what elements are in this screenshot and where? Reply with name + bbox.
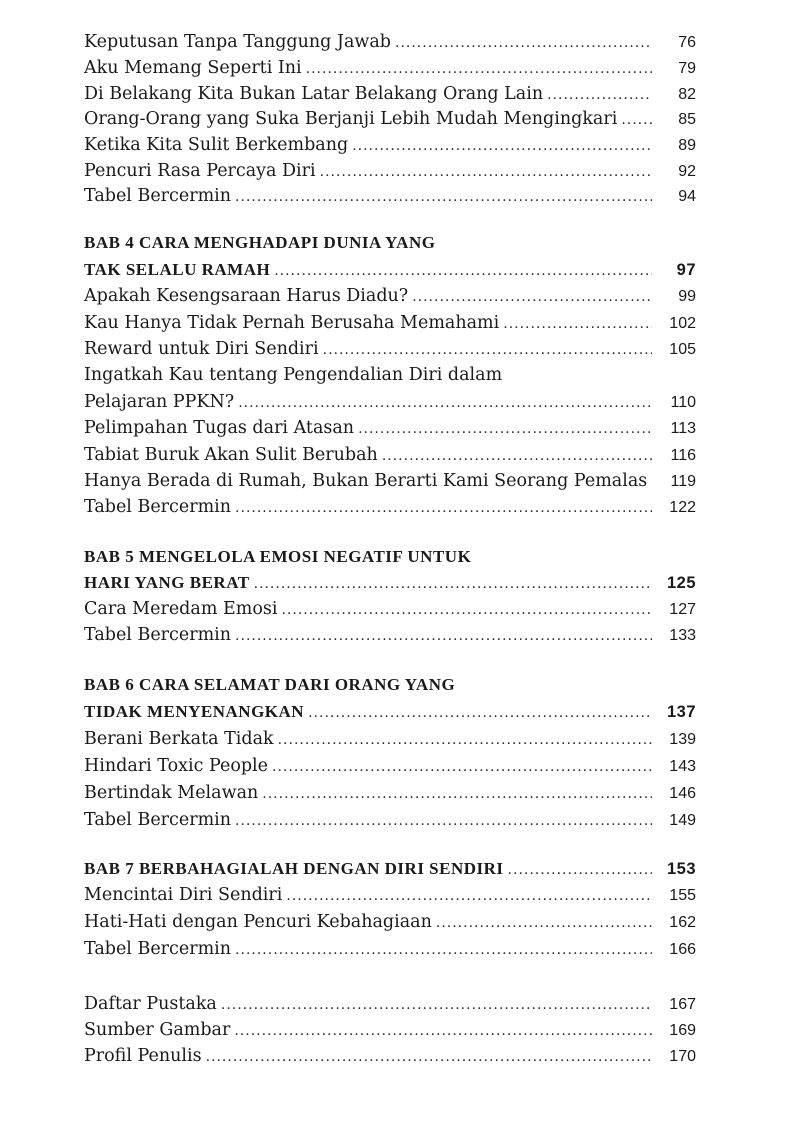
dot-leader (503, 311, 652, 337)
entry-title: Profil Penulis (84, 1046, 202, 1066)
entry-title: Ketika Kita Sulit Berkembang (84, 135, 349, 155)
entry-title: Mencintai Diri Sendiri (84, 885, 283, 905)
dot-leader (306, 56, 652, 82)
entry-title: Pelajaran PPKN? (84, 392, 235, 412)
entry-title: HARI YANG BERAT (84, 573, 250, 592)
dot-leader (547, 82, 652, 108)
entry-page: 85 (678, 111, 696, 128)
dot-leader (262, 781, 652, 807)
dot-leader (382, 443, 652, 469)
toc-entry (84, 936, 696, 962)
entry-page: 155 (669, 887, 696, 904)
dot-leader (323, 337, 652, 363)
entry-page: 153 (666, 860, 696, 878)
toc-entry (84, 283, 696, 309)
toc-entry (84, 596, 696, 622)
entry-title: Di Belakang Kita Bukan Latar Belakang Orang Lain (84, 84, 544, 104)
entry-page: 127 (669, 601, 696, 618)
entry-page: 137 (666, 703, 696, 721)
toc-entry (84, 780, 696, 806)
entry-title: Reward untuk Diri Sendiri (84, 339, 319, 359)
dot-leader (234, 1018, 652, 1044)
dot-leader (281, 597, 652, 623)
dot-leader (358, 416, 652, 442)
entry-title: Orang-Orang yang Suka Berjanji Lebih Mudah Mengingkari (84, 109, 618, 129)
entry-title: Hindari Toxic People (84, 756, 269, 776)
dot-leader (621, 107, 652, 133)
toc-entry (84, 158, 696, 184)
entry-page: 82 (678, 86, 696, 103)
entry-title: Tabiat Buruk Akan Sulit Berubah (84, 445, 378, 465)
entry-title: Kau Hanya Tidak Pernah Berusaha Memahami (84, 313, 500, 333)
entry-page: 92 (678, 163, 696, 180)
entry-page: 133 (669, 627, 696, 644)
dot-leader (278, 727, 652, 753)
chapter-entry (84, 856, 696, 882)
dot-leader (235, 937, 652, 963)
entry-title: Keputusan Tanpa Tanggung Jawab (84, 32, 391, 52)
entry-title: Tabel Bercermin (84, 625, 232, 645)
chapter-heading: BAB 6 CARA SELAMAT DARI ORANG YANG (84, 675, 456, 694)
toc-entry (84, 183, 696, 209)
dot-leader (508, 857, 652, 883)
entry-page: 99 (678, 288, 696, 305)
dot-leader (254, 571, 652, 597)
entry-title: Pelimpahan Tugas dari Atasan (84, 418, 355, 438)
toc-entry (84, 55, 696, 81)
toc-entry (84, 389, 696, 415)
dot-leader (221, 992, 652, 1018)
dot-leader (272, 754, 652, 780)
dot-leader (436, 910, 652, 936)
toc-entry (84, 494, 696, 520)
dot-leader (395, 30, 652, 56)
entry-page: 94 (678, 188, 696, 205)
entry-title: Cara Meredam Emosi (84, 599, 278, 619)
toc-entry (84, 106, 696, 132)
entry-page: 110 (670, 394, 696, 411)
chapter-entry (84, 570, 696, 596)
toc-entry (84, 132, 696, 158)
toc-entry (84, 726, 696, 752)
toc-entry (84, 81, 696, 107)
entry-page: 146 (669, 785, 696, 802)
dot-leader (352, 133, 652, 159)
toc-entry (84, 909, 696, 935)
entry-title: Apakah Kesengsaraan Harus Diadu? (84, 286, 409, 306)
entry-page: 122 (669, 499, 696, 516)
entry-page: 116 (670, 447, 696, 464)
toc-entry (84, 442, 696, 468)
dot-leader (651, 469, 652, 495)
dot-leader (235, 808, 652, 834)
toc-entry (84, 415, 696, 441)
entry-page: 102 (669, 315, 696, 332)
toc-entry (84, 1043, 696, 1069)
dot-leader (235, 623, 652, 649)
entry-page: 169 (669, 1022, 696, 1039)
entry-page: 167 (669, 996, 696, 1013)
entry-title: BAB 7 BERBAHAGIALAH DENGAN DIRI SENDIRI (84, 859, 504, 878)
dot-leader (320, 159, 652, 185)
dot-leader (308, 700, 652, 726)
entry-page: 105 (669, 341, 696, 358)
entry-page: 76 (678, 34, 696, 51)
dot-leader (235, 495, 652, 521)
entry-title: Tabel Bercermin (84, 497, 232, 517)
toc-entry (84, 310, 696, 336)
entry-page: 119 (670, 473, 696, 490)
chapter-heading: BAB 4 CARA MENGHADAPI DUNIA YANG (84, 233, 436, 252)
dot-leader (274, 258, 652, 284)
dot-leader (238, 390, 652, 416)
entry-title: Tabel Bercermin (84, 939, 232, 959)
entry-title: Bertindak Melawan (84, 783, 259, 803)
entry-page: 89 (678, 137, 696, 154)
entry-title: Tabel Bercermin (84, 810, 232, 830)
toc-entry (84, 807, 696, 833)
entry-page: 166 (669, 941, 696, 958)
entry-title: Daftar Pustaka (84, 994, 217, 1014)
entry-page: 113 (670, 420, 696, 437)
toc-entry (84, 468, 696, 494)
entry-page: 97 (676, 261, 696, 279)
toc-entry (84, 622, 696, 648)
entry-title: TIDAK MENYENANGKAN (84, 702, 305, 721)
entry-page: 162 (669, 914, 696, 931)
entry-page: 170 (669, 1048, 696, 1065)
chapter-heading: BAB 5 MENGELOLA EMOSI NEGATIF UNTUK (84, 547, 472, 566)
chapter-entry (84, 699, 696, 725)
toc-entry (84, 753, 696, 779)
entry-title: Pencuri Rasa Percaya Diri (84, 161, 316, 181)
entry-title: Sumber Gambar (84, 1020, 231, 1040)
entry-title: Berani Berkata Tidak (84, 729, 274, 749)
entry-title: Ingatkah Kau tentang Pengendalian Diri dalam (84, 365, 503, 385)
toc-entry (84, 29, 696, 55)
entry-page: 143 (669, 758, 696, 775)
toc-entry (84, 991, 696, 1017)
entry-title: Hati-Hati dengan Pencuri Kebahagiaan (84, 912, 432, 932)
entry-title: Tabel Bercermin (84, 186, 232, 206)
entry-page: 79 (678, 60, 696, 77)
dot-leader (412, 284, 652, 310)
toc-entry (84, 1017, 696, 1043)
entry-page: 125 (666, 574, 696, 592)
toc-entry (84, 336, 696, 362)
dot-leader (286, 883, 652, 909)
entry-title: Aku Memang Seperti Ini (84, 58, 302, 78)
toc-entry (84, 882, 696, 908)
dot-leader (235, 184, 652, 210)
toc-entry-continued (84, 362, 696, 388)
dot-leader (206, 1044, 652, 1070)
entry-title: Hanya Berada di Rumah, Bukan Berarti Kami Seorang Pemalas (84, 471, 648, 491)
entry-page: 149 (669, 812, 696, 829)
entry-page: 139 (669, 731, 696, 748)
entry-title: TAK SELALU RAMAH (84, 260, 271, 279)
chapter-entry (84, 257, 696, 283)
